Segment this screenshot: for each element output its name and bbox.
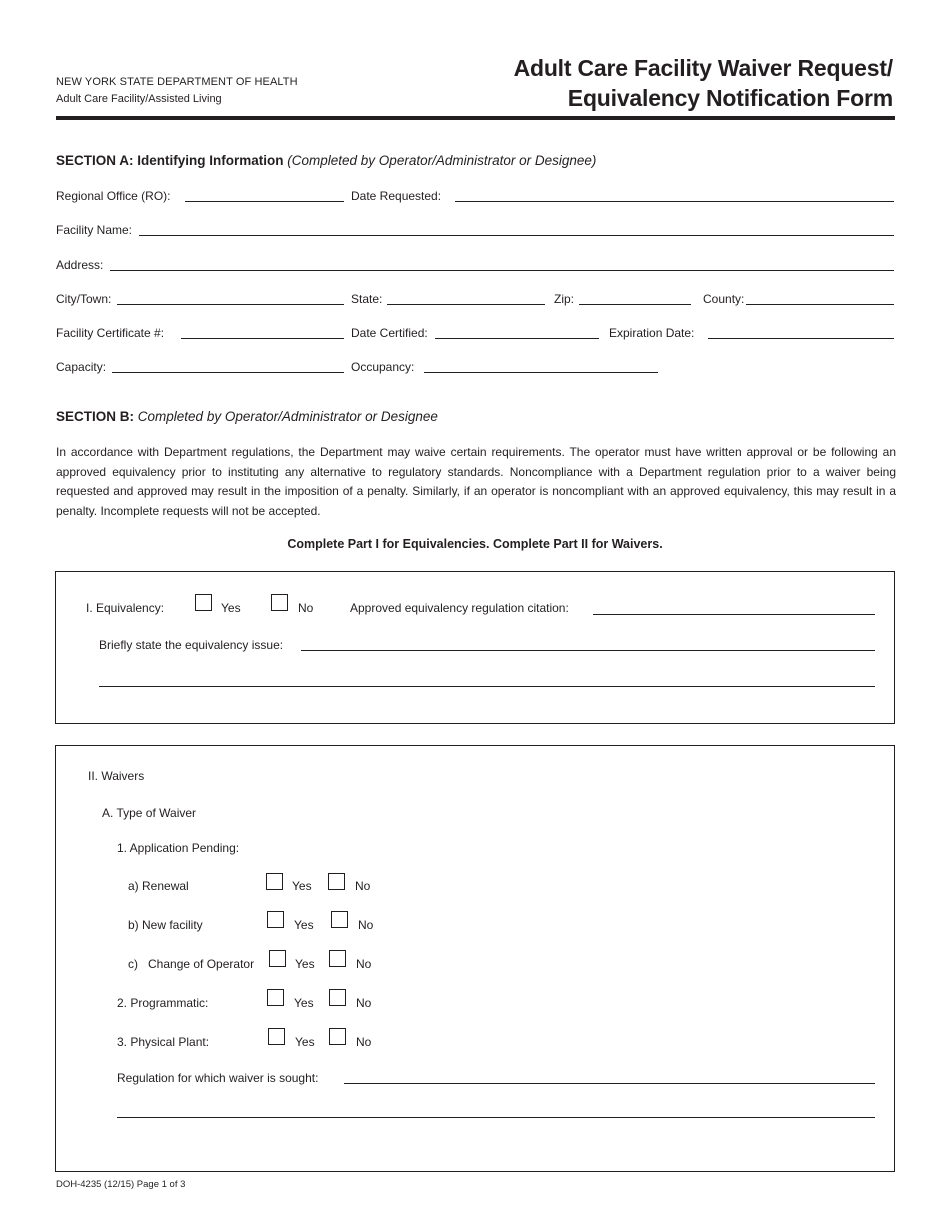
- regional-office-label: Regional Office (RO):: [56, 189, 171, 203]
- renewal-no-checkbox[interactable]: [328, 873, 345, 890]
- county-field[interactable]: [746, 304, 894, 305]
- renewal-yes-checkbox[interactable]: [266, 873, 283, 890]
- renewal-no-label: No: [355, 879, 371, 893]
- section-a-heading: [56, 153, 596, 168]
- physical-plant-no-checkbox[interactable]: [329, 1028, 346, 1045]
- change-operator-letter: c): [128, 957, 138, 971]
- physical-plant-yes-label: Yes: [295, 1035, 315, 1049]
- new-facility-no-checkbox[interactable]: [331, 911, 348, 928]
- address-label: Address:: [56, 258, 104, 272]
- change-operator-no-label: No: [356, 957, 372, 971]
- regulation-field[interactable]: [344, 1083, 875, 1084]
- facility-certificate-label: Facility Certificate #:: [56, 326, 165, 340]
- programmatic-no-checkbox[interactable]: [329, 989, 346, 1006]
- programmatic-yes-label: Yes: [294, 996, 314, 1010]
- facility-name-field[interactable]: [139, 235, 894, 236]
- occupancy-label: Occupancy:: [351, 360, 415, 374]
- agency-name: NEW YORK STATE DEPARTMENT OF HEALTH: [56, 76, 298, 88]
- regulation-label: Regulation for which waiver is sought:: [117, 1071, 319, 1085]
- renewal-label: a) Renewal: [128, 879, 189, 893]
- equivalency-no-label: No: [298, 601, 314, 615]
- section-b-heading-bold: SECTION B:: [56, 409, 135, 424]
- change-operator-no-checkbox[interactable]: [329, 950, 346, 967]
- form-title-line-1: Adult Care Facility Waiver Request/: [513, 55, 893, 81]
- facility-certificate-field[interactable]: [181, 338, 344, 339]
- waivers-label: II. Waivers: [88, 769, 145, 783]
- new-facility-yes-checkbox[interactable]: [267, 911, 284, 928]
- header-rule: [56, 116, 895, 120]
- equivalency-yes-checkbox[interactable]: [195, 594, 212, 611]
- regulation-field-2[interactable]: [117, 1117, 875, 1118]
- date-certified-label: Date Certified:: [351, 326, 428, 340]
- section-a-heading-bold: SECTION A: Identifying Information: [56, 153, 284, 168]
- zip-field[interactable]: [579, 304, 691, 305]
- occupancy-field[interactable]: [424, 372, 658, 373]
- equivalency-issue-field-2[interactable]: [99, 686, 875, 687]
- facility-name-label: Facility Name:: [56, 223, 133, 237]
- section-b-paragraph: In accordance with Department regulations, the Department may waive certain requirements. The operator must have written approval or be following an approved equivalency prior to instituting any alternative to regulatory standards. Noncompliance with a Department regulation prior to a waiver being requested and approved may result in the imposition of a penalty. Similarly, if an operator is noncompliant with an approved equivalency, this may result in a penalty. Incomplete requests will not be accepted.: [56, 445, 896, 518]
- change-operator-yes-label: Yes: [295, 957, 315, 971]
- citation-field[interactable]: [593, 614, 875, 615]
- physical-plant-label: 3. Physical Plant:: [117, 1035, 210, 1049]
- state-label: State:: [351, 292, 383, 306]
- section-a-heading-italic: (Completed by Operator/Administrator or Designee): [287, 153, 597, 168]
- part-instruction: Complete Part I for Equivalencies. Complete Part II for Waivers.: [287, 537, 663, 551]
- type-of-waiver-label: A. Type of Waiver: [102, 806, 197, 820]
- capacity-label: Capacity:: [56, 360, 107, 374]
- renewal-yes-label: Yes: [292, 879, 312, 893]
- equivalency-label: I. Equivalency:: [86, 601, 165, 615]
- physical-plant-no-label: No: [356, 1035, 372, 1049]
- new-facility-no-label: No: [358, 918, 374, 932]
- programmatic-no-label: No: [356, 996, 372, 1010]
- date-requested-label: Date Requested:: [351, 189, 442, 203]
- physical-plant-yes-checkbox[interactable]: [268, 1028, 285, 1045]
- address-field[interactable]: [110, 270, 894, 271]
- expiration-date-label: Expiration Date:: [609, 326, 695, 340]
- form-title-line-2: Equivalency Notification Form: [567, 85, 893, 111]
- new-facility-label: b) New facility: [128, 918, 203, 932]
- state-field[interactable]: [387, 304, 545, 305]
- programmatic-label: 2. Programmatic:: [117, 996, 209, 1010]
- expiration-date-field[interactable]: [708, 338, 894, 339]
- date-requested-field[interactable]: [455, 201, 894, 202]
- new-facility-yes-label: Yes: [294, 918, 314, 932]
- section-b-heading-italic: Completed by Operator/Administrator or Designee: [137, 409, 438, 424]
- county-label: County:: [703, 292, 745, 306]
- regional-office-field[interactable]: [185, 201, 344, 202]
- section-b-heading: [56, 409, 438, 424]
- capacity-field[interactable]: [112, 372, 344, 373]
- equivalency-issue-label: Briefly state the equivalency issue:: [99, 638, 284, 652]
- change-operator-label: Change of Operator: [148, 957, 255, 971]
- city-town-label: City/Town:: [56, 292, 112, 306]
- date-certified-field[interactable]: [435, 338, 599, 339]
- equivalency-issue-field[interactable]: [301, 650, 875, 651]
- form-id-footer: DOH-4235 (12/15) Page 1 of 3: [56, 1179, 186, 1190]
- equivalency-no-checkbox[interactable]: [271, 594, 288, 611]
- zip-label: Zip:: [554, 292, 575, 306]
- application-pending-label: 1. Application Pending:: [117, 841, 240, 855]
- equivalency-yes-label: Yes: [221, 601, 241, 615]
- citation-label: Approved equivalency regulation citation:: [350, 601, 569, 615]
- division-name: Adult Care Facility/Assisted Living: [56, 93, 222, 105]
- change-operator-yes-checkbox[interactable]: [269, 950, 286, 967]
- city-town-field[interactable]: [117, 304, 344, 305]
- programmatic-yes-checkbox[interactable]: [267, 989, 284, 1006]
